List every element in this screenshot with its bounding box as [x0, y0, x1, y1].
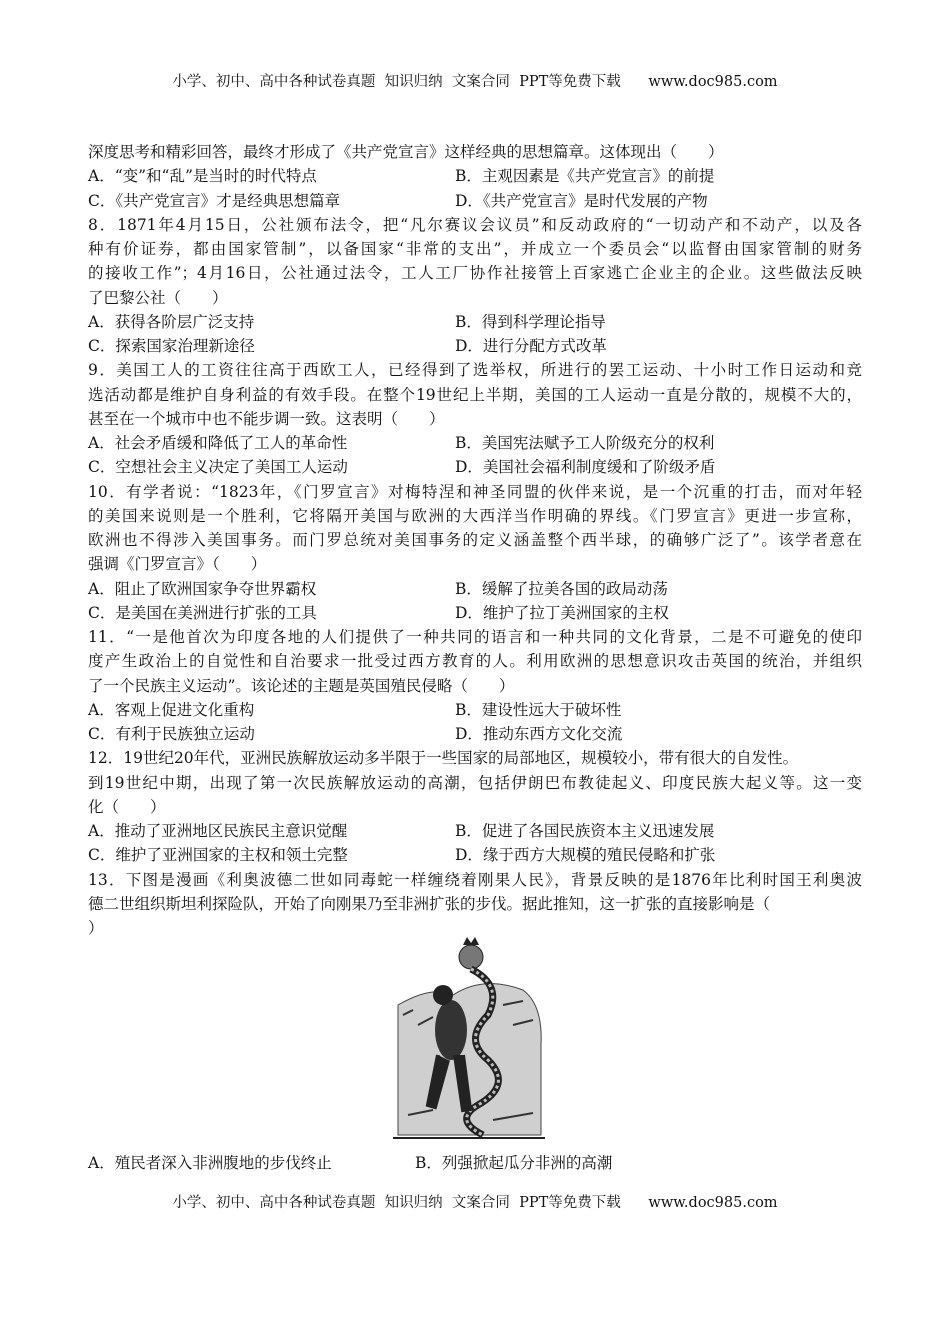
- option-d: D．美国社会福利制度缓和了阶级矛盾: [455, 458, 716, 477]
- q9-options-row: [88, 455, 862, 479]
- option-a: A．阻止了欧洲国家争夺世界霸权: [88, 579, 317, 598]
- page-header: 小学、初中、高中各种试卷真题 知识归纳 文案合同 PPT等免费下载 www.doc985.com: [172, 74, 778, 90]
- q12-stem-line: 化（ ）: [88, 797, 166, 816]
- question-list: [88, 140, 862, 940]
- q11-options-row: [88, 722, 862, 746]
- option-c: C．《共产党宣言》才是经典思想篇章: [88, 191, 341, 210]
- option-a: A．“变”和“乱”是当时的时代特点: [88, 167, 317, 186]
- q8-stem-line: 了巴黎公社（ ）: [88, 288, 228, 307]
- q11-stem-line: 度产生政治上的自觉性和自治要求一批受过西方教育的人。利用欧洲的思想意识攻击英国的统治，并组织: [88, 652, 862, 671]
- q7-options-row: [88, 164, 862, 188]
- cartoon-illustration: [393, 935, 545, 1149]
- option-a: A．殖民者深入非洲腹地的步伐终止: [88, 1154, 332, 1172]
- q8-options-row: [88, 334, 862, 358]
- page-footer: 小学、初中、高中各种试卷真题 知识归纳 文案合同 PPT等免费下载 www.doc985.com: [172, 1195, 778, 1211]
- q11-options-row: [88, 698, 862, 722]
- option-b: B．美国宪法赋予工人阶级充分的权利: [455, 434, 715, 452]
- option-c: C．是美国在美洲进行扩张的工具: [88, 603, 317, 622]
- q7-options-row: [88, 189, 862, 213]
- option-d: D．推动东西方文化交流: [455, 725, 623, 743]
- q9-stem-line: 选活动都是维护自身利益的有效手段。在整个19世纪上半期，美国的工人运动一直是分散的，规模不大的，: [88, 385, 862, 404]
- option-d: D．《共产党宣言》是时代发展的产物: [455, 191, 708, 210]
- q9-options-row: [88, 431, 862, 455]
- option-c: C．维护了亚洲国家的主权和领土完整: [88, 846, 348, 865]
- q8-stem-line: 的接收工作”；4月16日，公社通过法令，工人工厂协作社接管上百家逃亡企业主的企业。这些做法反映: [88, 264, 862, 283]
- q12-options-row: [88, 819, 862, 843]
- q7-stem-line: 深度思考和精彩回答，最终才形成了《共产党宣言》这样经典的思想篇章。这体现出（ ）: [88, 143, 724, 161]
- q10-options-row: [88, 601, 862, 625]
- option-b: B．建设性远大于破坏性: [455, 700, 622, 719]
- option-b: B．主观因素是《共产党宣言》的前提: [455, 167, 715, 186]
- q10-stem-line: 10．有学者说：“1823年，《门罗宣言》对梅特涅和神圣同盟的伙伴来说，是一个沉重的打击，而对年轻: [88, 482, 862, 501]
- q9-stem-line: 9．美国工人的工资往往高于西欧工人，已经得到了选举权，所进行的罢工运动、十小时工作日运动和竞: [88, 361, 862, 380]
- q13-stem-line: 德二世组织斯坦利探险队，开始了向刚果乃至非洲扩张的步伐。据此推知，这一扩张的直接影响是（: [88, 894, 771, 913]
- q8-stem-line: 种有价证券，都由国家管制”，以备国家“非常的支出”，并成立一个委员会“以监督由国家管制的财务: [88, 240, 862, 258]
- q8-options-row: [88, 310, 862, 334]
- q13-stem-line: 13．下图是漫画《利奥波德二世如同毒蛇一样缠绕着刚果人民》，背景反映的是1876年比利时国王利奥波: [88, 870, 862, 889]
- q12-stem-line: 到19世纪中期，出现了第一次民族解放运动的高潮，包括伊朗巴布教徒起义、印度民族大起义等。这一变: [88, 773, 862, 792]
- option-b: B．促进了各国民族资本主义迅速发展: [455, 822, 715, 840]
- q12-options-row: [88, 843, 862, 867]
- option-d: D．缘于西方大规模的殖民侵略和扩张: [455, 846, 716, 865]
- q10-stem-line: 的美国来说则是一个胜利，它将隔开美国与欧洲的大西洋当作明确的界线。《门罗宣言》更进一步宣称，: [88, 506, 862, 525]
- q10-options-row: [88, 577, 862, 601]
- option-a: A．获得各阶层广泛支持: [88, 312, 255, 331]
- option-b: B．列强掀起瓜分非洲的高潮: [415, 1154, 613, 1172]
- q10-stem-line: 强调《门罗宣言》（ ）: [88, 555, 267, 574]
- q8-stem-line: 8．1871年4月15日，公社颁布法令，把“凡尔赛议会议员”和反动政府的“一切动产和不动产，以及各: [88, 215, 862, 234]
- q13-options-row: [88, 1151, 612, 1175]
- q9-stem-line: 甚至在一个城市中也不能步调一致。这表明（ ）: [88, 409, 445, 428]
- option-b: B．缓解了拉美各国的政局动荡: [455, 579, 668, 598]
- q13-stem-line: ）: [88, 919, 104, 937]
- option-a: A．推动了亚洲地区民族民主意识觉醒: [88, 822, 348, 840]
- option-a: A．社会矛盾缓和降低了工人的革命性: [88, 434, 348, 452]
- option-b: B．得到科学理论指导: [455, 312, 606, 331]
- q12-stem-line: 12．19世纪20年代，亚洲民族解放运动多半限于一些国家的局部地区，规模较小，带有很大的自发性。: [88, 749, 799, 768]
- option-c: C．空想社会主义决定了美国工人运动: [88, 458, 348, 477]
- option-c: C．探索国家治理新途径: [88, 337, 255, 355]
- q10-stem-line: 欧洲也不得涉入美国事务。而门罗总统对美国事务的定义涵盖整个西半球，的确够广泛了”。该学者意在: [88, 531, 862, 549]
- q11-stem-line: 11．“一是他首次为印度各地的人们提供了一种共同的语言和一种共同的文化背景，二是不可避免的使印: [88, 628, 862, 646]
- q11-stem-line: 了一个民族主义运动”。该论述的主题是英国殖民侵略（ ）: [88, 676, 515, 695]
- option-d: D．进行分配方式改革: [455, 337, 607, 355]
- option-c: C．有利于民族独立运动: [88, 725, 255, 743]
- option-a: A．客观上促进文化重构: [88, 700, 255, 719]
- option-d: D．维护了拉丁美洲国家的主权: [455, 603, 669, 622]
